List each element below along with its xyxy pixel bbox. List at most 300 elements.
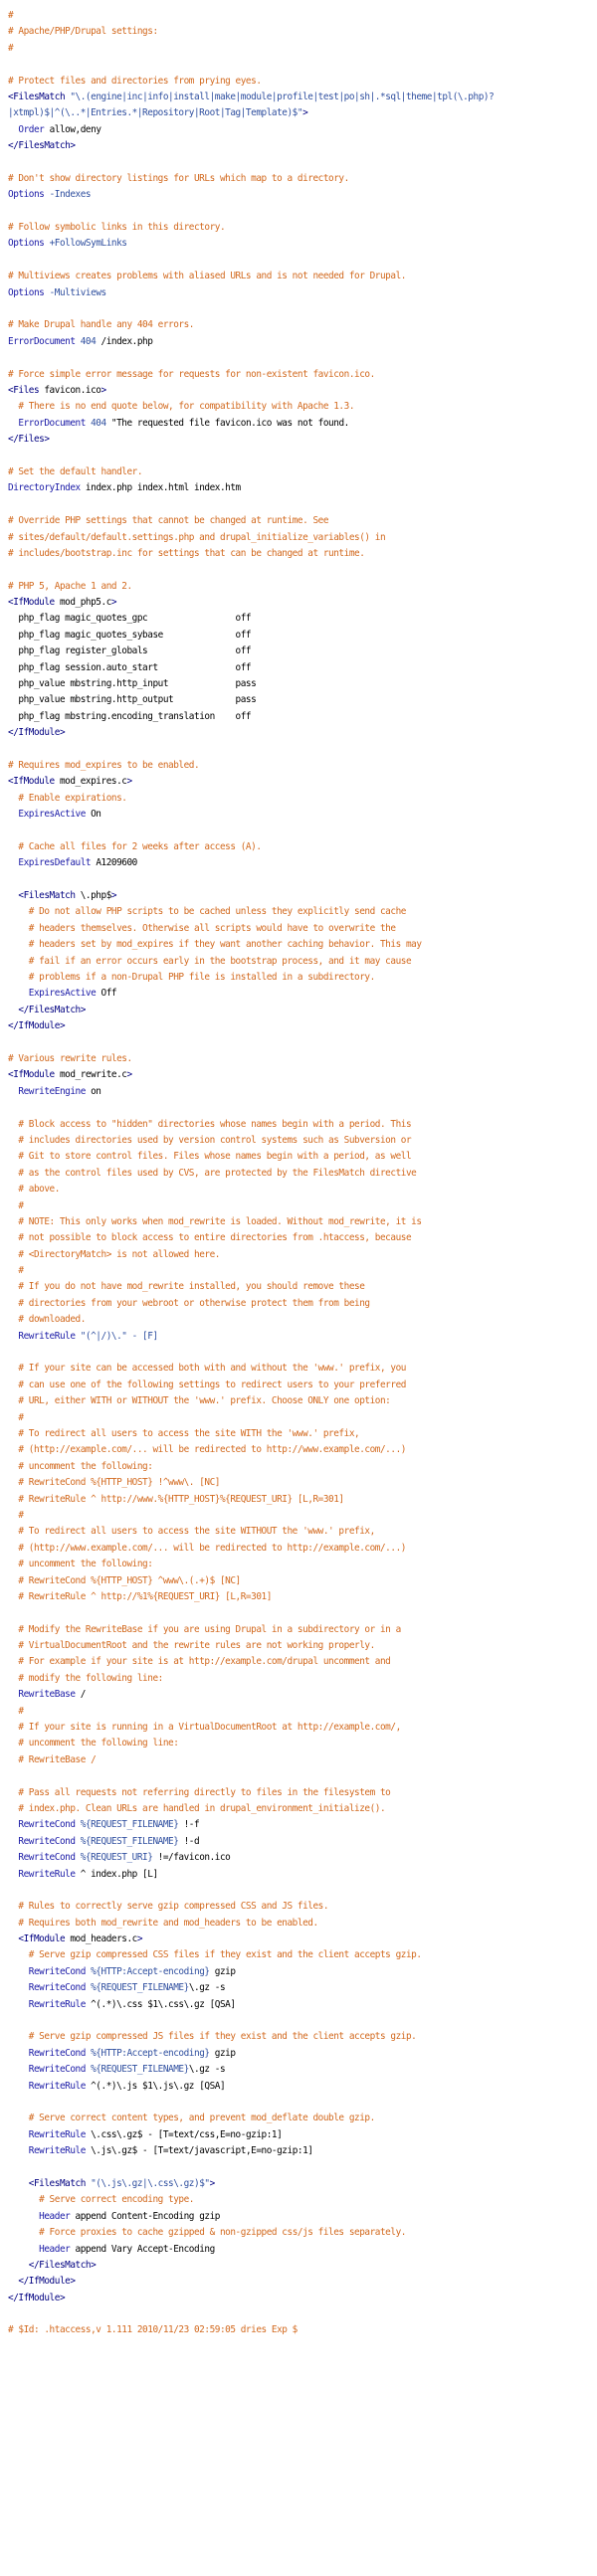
code-line xyxy=(8,1067,597,1083)
code-value: "(^|/)\." - [F] xyxy=(75,1330,158,1342)
code-comment: # Requires both mod_rewrite and mod_headers to be enabled. xyxy=(18,1917,318,1929)
code-comment: # To redirect all users to access the site WITH the 'www.' prefix, xyxy=(18,1427,360,1439)
code-line xyxy=(8,2322,597,2338)
code-line xyxy=(8,367,597,383)
code-line xyxy=(8,1720,597,1736)
code-plain: php_flag magic_quotes_sybase off xyxy=(18,629,252,641)
code-line xyxy=(8,562,597,578)
code-line xyxy=(8,1752,597,1768)
code-directive: Options xyxy=(8,238,45,250)
code-plain: !-d xyxy=(178,1835,200,1847)
code-line xyxy=(8,1329,597,1345)
code-plain: mod_rewrite.c xyxy=(54,1069,127,1081)
code-line xyxy=(8,872,597,888)
code-line xyxy=(8,1345,597,1361)
code-comment: # Block access to "hidden" directories whose names begin with a period. This xyxy=(18,1118,412,1130)
code-comment: # There is no end quote below, for compatibility with Apache 1.3. xyxy=(18,401,355,413)
code-plain: index.php index.html index.htm xyxy=(80,482,241,494)
code-plain: append Content-Encoding gzip xyxy=(70,2210,220,2222)
code-line xyxy=(8,416,597,432)
code-line xyxy=(8,2192,597,2208)
code-line xyxy=(8,807,597,823)
code-tag: > xyxy=(110,890,117,902)
code-directive: ErrorDocument xyxy=(8,335,76,347)
code-line xyxy=(8,2062,597,2078)
code-line xyxy=(8,122,597,138)
code-line xyxy=(8,1508,597,1524)
code-tag: </Files> xyxy=(8,434,50,446)
code-plain: mod_headers.c xyxy=(65,1933,137,1945)
code-line xyxy=(8,317,597,333)
code-line xyxy=(8,709,597,725)
code-comment: # directories from your webroot or otherwise protect them from being xyxy=(18,1297,370,1309)
code-plain: \.gz -s xyxy=(188,2064,226,2076)
code-directive: RewriteCond xyxy=(18,1819,76,1831)
code-line xyxy=(8,1687,597,1703)
code-line xyxy=(8,1883,597,1899)
code-comment: # Multiviews creates problems with aliased URLs and is not needed for Drupal. xyxy=(8,271,406,282)
code-plain: php_flag mbstring.encoding_translation off xyxy=(18,710,252,722)
code-plain: gzip xyxy=(209,2047,236,2059)
code-comment: # Various rewrite rules. xyxy=(8,1053,132,1064)
code-comment: # If you do not have mod_rewrite installed, you should remove these xyxy=(18,1281,365,1293)
code-line xyxy=(8,1834,597,1850)
code-line xyxy=(8,1100,597,1116)
code-line xyxy=(8,383,597,399)
code-comment: # If your site can be accessed both with and without the 'www.' prefix, you xyxy=(18,1363,406,1375)
code-comment: # includes/bootstrap.inc for settings that can be changed at runtime. xyxy=(8,547,365,559)
code-line xyxy=(8,1997,597,2013)
code-comment: # as the control files used by CVS, are protected by the FilesMatch directive xyxy=(18,1167,417,1179)
code-line xyxy=(8,1133,597,1149)
code-line xyxy=(8,187,597,203)
code-line xyxy=(8,1166,597,1182)
code-plain: mod_php5.c xyxy=(54,597,111,609)
code-value: %{REQUEST_FILENAME} xyxy=(85,2064,189,2076)
code-plain: ^(.*)\.css $1\.css\.gz [QSA] xyxy=(85,1998,236,2010)
code-plain: \.gz -s xyxy=(188,1982,226,1994)
code-line xyxy=(8,399,597,415)
code-tag: <IfModule xyxy=(18,1933,66,1945)
code-comment: # Serve correct content types, and prevent mod_deflate double gzip. xyxy=(28,2113,375,2124)
code-plain: On xyxy=(85,809,101,821)
code-line xyxy=(8,2111,597,2126)
code-comment: # xyxy=(18,1411,24,1423)
code-line xyxy=(8,986,597,1002)
code-plain: on xyxy=(85,1085,101,1097)
code-comment: # RewriteCond %{HTTP_HOST} ^www\.(.+)$ [NC] xyxy=(18,1574,241,1586)
code-comment: # Do not allow PHP scripts to be cached unless they explicitly send cache xyxy=(28,906,406,918)
code-tag: </FilesMatch> xyxy=(28,2259,97,2271)
code-comment: # RewriteCond %{HTTP_HOST} !^www\. [NC] xyxy=(18,1477,220,1489)
code-line xyxy=(8,2079,597,2095)
code-directive: RewriteRule xyxy=(18,1868,76,1880)
code-line xyxy=(8,1459,597,1475)
code-value: %{REQUEST_URI} xyxy=(75,1852,153,1864)
code-line xyxy=(8,449,597,464)
code-plain: mod_expires.c xyxy=(54,776,127,788)
code-tag: </IfModule> xyxy=(8,1020,66,1032)
code-comment: # To redirect all users to access the site WITHOUT the 'www.' prefix, xyxy=(18,1526,375,1538)
code-plain: !-f xyxy=(178,1819,200,1831)
code-tag: > xyxy=(136,1933,143,1945)
code-comment: # $Id: .htaccess,v 1.111 2010/11/23 02:59:05 dries Exp $ xyxy=(8,2324,298,2336)
code-line xyxy=(8,1622,597,1638)
code-line xyxy=(8,904,597,920)
code-comment: # uncomment the following: xyxy=(18,1559,153,1570)
code-value: %{HTTP:Accept-encoding} xyxy=(85,1965,210,1977)
code-comment: # Enable expirations. xyxy=(18,792,127,804)
code-tag: </IfModule> xyxy=(8,2292,66,2303)
code-directive: RewriteCond xyxy=(28,2064,86,2076)
code-line xyxy=(8,105,597,121)
code-line xyxy=(8,644,597,659)
code-directive: ExpiresDefault xyxy=(18,857,92,869)
code-comment: # Protect files and directories from prying eyes. xyxy=(8,75,262,87)
code-directive: RewriteCond xyxy=(28,1965,86,1977)
code-value: %{REQUEST_FILENAME} xyxy=(75,1835,179,1847)
code-comment: # RewriteBase / xyxy=(18,1753,97,1765)
code-line xyxy=(8,1492,597,1508)
code-line xyxy=(8,758,597,774)
code-comment: # Rules to correctly serve gzip compressed CSS and JS files. xyxy=(18,1901,329,1913)
code-line xyxy=(8,546,597,562)
code-line xyxy=(8,1850,597,1866)
code-comment: # VirtualDocumentRoot and the rewrite rules are not working properly. xyxy=(18,1640,375,1652)
code-comment: # not possible to block access to entire directories from .htaccess, because xyxy=(18,1232,412,1244)
code-line xyxy=(8,692,597,708)
code-tag: > xyxy=(126,776,132,788)
code-line xyxy=(8,171,597,187)
code-line xyxy=(8,41,597,57)
code-line xyxy=(8,220,597,236)
code-directive: ExpiresActive xyxy=(18,809,86,821)
code-line xyxy=(8,1117,597,1133)
code-line xyxy=(8,1084,597,1100)
code-directive: RewriteCond xyxy=(18,1852,76,1864)
code-directive: RewriteCond xyxy=(18,1835,76,1847)
code-line xyxy=(8,2095,597,2111)
code-line xyxy=(8,1378,597,1393)
code-tag: </IfModule> xyxy=(18,2276,76,2288)
code-plain: allow,deny xyxy=(44,123,101,135)
code-line xyxy=(8,774,597,790)
code-line xyxy=(8,1410,597,1426)
code-plain: Off xyxy=(96,988,117,1000)
code-line xyxy=(8,579,597,595)
code-line xyxy=(8,1149,597,1165)
code-comment: # xyxy=(8,42,14,54)
code-directive: RewriteCond xyxy=(28,2047,86,2059)
code-plain: \.php$ xyxy=(75,890,111,902)
code-comment: # Git to store control files. Files whose names begin with a period, as well xyxy=(18,1151,412,1163)
code-comment: # Force proxies to cache gzipped & non-gzipped css/js files separately. xyxy=(39,2227,406,2239)
code-comment: # Apache/PHP/Drupal settings: xyxy=(8,26,158,38)
code-tag: > xyxy=(126,1069,132,1081)
code-tag: <FilesMatch xyxy=(8,91,71,102)
code-line xyxy=(8,2274,597,2290)
code-line xyxy=(8,676,597,692)
code-directive: Order xyxy=(18,123,45,135)
code-line xyxy=(8,1964,597,1980)
code-line xyxy=(8,824,597,839)
code-tag: > xyxy=(110,597,117,609)
code-line xyxy=(8,1247,597,1263)
code-line xyxy=(8,628,597,644)
code-line xyxy=(8,1230,597,1246)
code-line xyxy=(8,839,597,855)
code-line xyxy=(8,1361,597,1377)
code-plain: \.js\.gz$ - [T=text/javascript,E=no-gzip:1] xyxy=(85,2145,313,2157)
code-line xyxy=(8,497,597,513)
code-value: 404 xyxy=(75,335,97,347)
code-comment: # xyxy=(18,1265,24,1277)
code-comment: # modify the following line: xyxy=(18,1672,163,1684)
code-comment: # (http://example.com/... will be redirected to http://www.example.com/...) xyxy=(18,1444,406,1456)
code-line xyxy=(8,2176,597,2192)
code-line xyxy=(8,24,597,40)
code-plain: ^ index.php [L] xyxy=(75,1868,158,1880)
code-plain: favicon.ico xyxy=(39,384,101,396)
code-line xyxy=(8,2306,597,2322)
code-plain: "The requested file favicon.ico was not found. xyxy=(105,417,349,429)
code-line xyxy=(8,2160,597,2176)
code-comment: # includes directories used by version control systems such as Subversion or xyxy=(18,1134,412,1146)
code-plain: ^(.*)\.js $1\.js\.gz [QSA] xyxy=(85,2080,226,2092)
code-tag: </FilesMatch> xyxy=(18,1004,86,1015)
code-line xyxy=(8,2013,597,2029)
code-directive: ErrorDocument xyxy=(18,417,86,429)
code-comment: # For example if your site is at http://example.com/drupal uncomment and xyxy=(18,1656,391,1668)
code-line xyxy=(8,350,597,366)
code-line xyxy=(8,1312,597,1328)
code-line xyxy=(8,253,597,269)
code-line xyxy=(8,1279,597,1295)
code-comment: # Requires mod_expires to be enabled. xyxy=(8,759,200,771)
code-line xyxy=(8,1916,597,1932)
code-line xyxy=(8,1605,597,1621)
code-tag: <IfModule xyxy=(8,597,55,609)
code-line xyxy=(8,970,597,986)
code-line xyxy=(8,1198,597,1214)
code-line xyxy=(8,611,597,627)
code-value: "\.(engine|inc|info|install|make|module|profile|test|po|sh|.*sql|theme|tpl(\.php)? xyxy=(70,91,495,102)
code-line xyxy=(8,334,597,350)
code-directive: RewriteRule xyxy=(28,2145,86,2157)
code-comment: # RewriteRule ^ http://www.%{HTTP_HOST}%{REQUEST_URI} [L,R=301] xyxy=(18,1493,344,1505)
code-line xyxy=(8,1442,597,1458)
code-value: %{HTTP:Accept-encoding} xyxy=(85,2047,210,2059)
code-value: %{REQUEST_FILENAME} xyxy=(75,1819,179,1831)
code-plain: A1209600 xyxy=(91,857,137,869)
code-line xyxy=(8,155,597,171)
code-comment: # downloaded. xyxy=(18,1314,86,1326)
code-value: +FollowSymLinks xyxy=(44,238,127,250)
code-line xyxy=(8,269,597,284)
code-comment: # Cache all files for 2 weeks after access (A). xyxy=(18,840,262,852)
code-value: -Indexes xyxy=(44,189,92,201)
code-tag: <Files xyxy=(8,384,40,396)
code-plain: php_value mbstring.http_output pass xyxy=(18,694,257,706)
code-line xyxy=(8,204,597,220)
code-comment: # Serve gzip compressed CSS files if they exist and the client accepts gzip. xyxy=(28,1949,422,1961)
code-directive: ExpiresActive xyxy=(28,988,97,1000)
code-plain: / xyxy=(75,1689,86,1701)
code-line xyxy=(8,530,597,546)
code-line xyxy=(8,2143,597,2159)
code-comment: # Pass all requests not referring directly to files in the filesystem to xyxy=(18,1786,391,1798)
code-line xyxy=(8,742,597,758)
code-line xyxy=(8,2291,597,2306)
code-line xyxy=(8,1214,597,1230)
code-line xyxy=(8,855,597,871)
code-comment: # xyxy=(8,10,14,21)
code-directive: Options xyxy=(8,189,45,201)
code-line xyxy=(8,236,597,252)
code-line xyxy=(8,1768,597,1784)
code-line xyxy=(8,2046,597,2062)
code-value: "(\.js\.gz|\.css\.gz)$" xyxy=(85,2177,210,2189)
code-tag: <IfModule xyxy=(8,1069,55,1081)
code-comment: # fail if an error occurs early in the bootstrap process, and it may cause xyxy=(28,955,412,967)
code-line xyxy=(8,921,597,937)
code-value: %{REQUEST_FILENAME} xyxy=(85,1982,189,1994)
code-directive: RewriteBase xyxy=(18,1689,76,1701)
code-line xyxy=(8,1541,597,1557)
code-line xyxy=(8,301,597,317)
code-comment: # Serve gzip compressed JS files if they exist and the client accepts gzip. xyxy=(28,2031,417,2043)
code-comment: # problems if a non-Drupal PHP file is installed in a subdirectory. xyxy=(28,972,375,984)
code-line xyxy=(8,1671,597,1687)
code-line xyxy=(8,1704,597,1720)
code-plain: append Vary Accept-Encoding xyxy=(70,2243,215,2255)
code-comment: # Serve correct encoding type. xyxy=(39,2194,194,2206)
code-comment: # headers themselves. Otherwise all scripts would have to overwrite the xyxy=(28,922,396,934)
code-comment: # xyxy=(18,1199,24,1211)
code-comment: # uncomment the following line: xyxy=(18,1738,179,1749)
code-tag: > xyxy=(100,384,106,396)
code-line xyxy=(8,57,597,73)
code-directive: Header xyxy=(39,2243,71,2255)
code-comment: # Follow symbolic links in this directory. xyxy=(8,222,226,234)
code-comment: # <DirectoryMatch> is not allowed here. xyxy=(18,1248,220,1260)
code-comment: # xyxy=(18,1705,24,1717)
code-line xyxy=(8,513,597,529)
code-line xyxy=(8,1296,597,1312)
code-directive: RewriteCond xyxy=(28,1982,86,1994)
code-comment: # above. xyxy=(18,1184,60,1196)
code-directive: RewriteRule xyxy=(28,1998,86,2010)
code-line xyxy=(8,1573,597,1589)
code-line xyxy=(8,2127,597,2143)
code-line xyxy=(8,1051,597,1067)
code-comment: # PHP 5, Apache 1 and 2. xyxy=(8,580,132,592)
code-line xyxy=(8,888,597,904)
code-line xyxy=(8,1393,597,1409)
code-line xyxy=(8,595,597,611)
code-comment: # uncomment the following: xyxy=(18,1460,153,1472)
code-line xyxy=(8,74,597,90)
code-tag: > xyxy=(302,107,308,119)
code-line xyxy=(8,8,597,24)
code-line xyxy=(8,1557,597,1572)
code-line xyxy=(8,725,597,741)
code-line xyxy=(8,1801,597,1817)
code-comment: # Set the default handler. xyxy=(8,465,143,477)
code-comment: # xyxy=(18,1509,24,1521)
code-line xyxy=(8,1947,597,1963)
code-plain: php_flag register_globals off xyxy=(18,645,252,657)
code-directive: RewriteRule xyxy=(18,1330,76,1342)
code-plain: php_flag magic_quotes_gpc off xyxy=(18,613,252,625)
code-comment: # Make Drupal handle any 404 errors. xyxy=(8,319,194,331)
code-line xyxy=(8,1638,597,1654)
code-line xyxy=(8,432,597,448)
code-plain: /index.php xyxy=(96,335,153,347)
code-line xyxy=(8,954,597,970)
code-line xyxy=(8,1980,597,1996)
code-line xyxy=(8,1867,597,1883)
code-line xyxy=(8,1654,597,1670)
code-line xyxy=(8,2209,597,2225)
code-line xyxy=(8,1817,597,1833)
code-line xyxy=(8,1263,597,1279)
code-tag: <FilesMatch xyxy=(28,2177,86,2189)
code-comment: # Force simple error message for requests for non-existent favicon.ico. xyxy=(8,368,375,380)
code-directive: RewriteEngine xyxy=(18,1085,86,1097)
code-directive: Options xyxy=(8,286,45,298)
code-comment: # can use one of the following settings to redirect users to your preferred xyxy=(18,1379,406,1390)
code-tag: </FilesMatch> xyxy=(8,140,76,152)
code-line xyxy=(8,1932,597,1947)
code-line xyxy=(8,2029,597,2045)
code-tag: <IfModule xyxy=(8,776,55,788)
code-plain: php_value mbstring.http_input pass xyxy=(18,678,257,690)
code-line xyxy=(8,2242,597,2258)
code-comment: # Override PHP settings that cannot be changed at runtime. See xyxy=(8,515,329,527)
code-line xyxy=(8,464,597,480)
code-comment: # If your site is running in a VirtualDocumentRoot at http://example.com/, xyxy=(18,1722,401,1734)
code-line xyxy=(8,1035,597,1051)
code-line xyxy=(8,1182,597,1197)
code-comment: # headers set by mod_expires if they want another caching behavior. This may xyxy=(28,939,422,951)
code-plain: !=/favicon.ico xyxy=(152,1852,231,1864)
code-line xyxy=(8,2225,597,2241)
code-line xyxy=(8,138,597,154)
code-line xyxy=(8,1589,597,1605)
code-value: -Multiviews xyxy=(44,286,106,298)
code-comment: # (http://www.example.com/... will be redirected to http://example.com/...) xyxy=(18,1542,406,1554)
code-line xyxy=(8,1426,597,1442)
code-tag: > xyxy=(209,2177,215,2189)
code-line xyxy=(8,1475,597,1491)
code-directive: Header xyxy=(39,2210,71,2222)
code-line xyxy=(8,1736,597,1751)
code-tag: </IfModule> xyxy=(8,727,66,739)
code-line xyxy=(8,660,597,676)
code-plain: gzip xyxy=(209,1965,236,1977)
code-tag: <FilesMatch xyxy=(18,890,76,902)
code-directive: RewriteRule xyxy=(28,2080,86,2092)
code-comment: # NOTE: This only works when mod_rewrite is loaded. Without mod_rewrite, it is xyxy=(18,1215,422,1227)
code-comment: # RewriteRule ^ http://%1%{REQUEST_URI} [L,R=301] xyxy=(18,1590,272,1602)
code-line xyxy=(8,1018,597,1034)
code-value: 404 xyxy=(85,417,106,429)
code-line xyxy=(8,937,597,953)
code-comment: # Don't show directory listings for URLs which map to a directory. xyxy=(8,172,349,184)
code-directive: RewriteRule xyxy=(28,2128,86,2140)
code-line xyxy=(8,1899,597,1915)
